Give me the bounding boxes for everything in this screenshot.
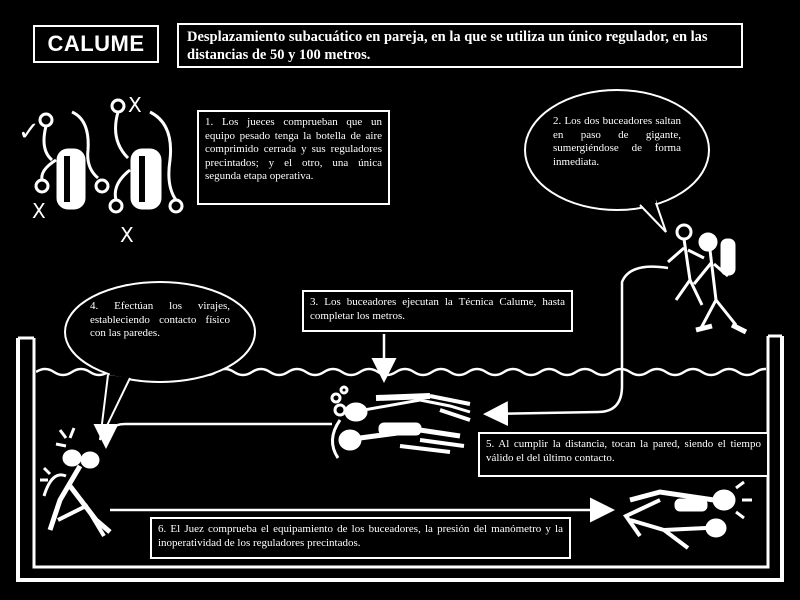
cross-mark-icon: X (128, 93, 142, 117)
arrow-dive-to-wall (106, 424, 332, 444)
divers-swimming-illustration (332, 387, 470, 458)
page-title: CALUME (33, 25, 159, 63)
divers-jumping-illustration (668, 225, 746, 332)
cross-mark-icon: X (120, 223, 134, 247)
check-mark-icon: ✓ (18, 117, 40, 147)
cross-mark-icon: X (32, 199, 46, 223)
arrow-jump-to-dive (488, 267, 668, 414)
step-4-bubble-text: 4. Efectúan los virajes, estableciendo contacto físico con las paredes. (90, 300, 230, 339)
step-6-box: 6. El Juez comprueba el equipamiento de los buceadores, la presión del manómetro y la inoperatividad de los reguladores precintados. (150, 517, 571, 559)
step-1-box: 1. Los jueces comprueban que un equipo pesado tenga la botella de aire comprimido cerrada y sus reguladores precintados; y el otro, una única segunda etapa operativa. (197, 110, 390, 205)
step-3-box: 3. Los buceadores ejecutan la Técnica Calume, hasta completar los metros. (302, 290, 573, 332)
divers-finish-illustration (626, 482, 752, 548)
step-2-bubble-text: 2. Los dos buceadores saltan en paso de gigante, sumergiéndose de forma inmediata. (553, 115, 681, 168)
diver-turning-illustration (40, 428, 110, 536)
equipment-illustration (18, 93, 182, 247)
page-subtitle: Desplazamiento subacuático en pareja, en la que se utiliza un único regulador, en las distancias de 50 y 100 metros. (177, 23, 743, 68)
step-5-box: 5. Al cumplir la distancia, tocan la pared, siendo el tiempo válido el del último contacto. (478, 432, 769, 477)
